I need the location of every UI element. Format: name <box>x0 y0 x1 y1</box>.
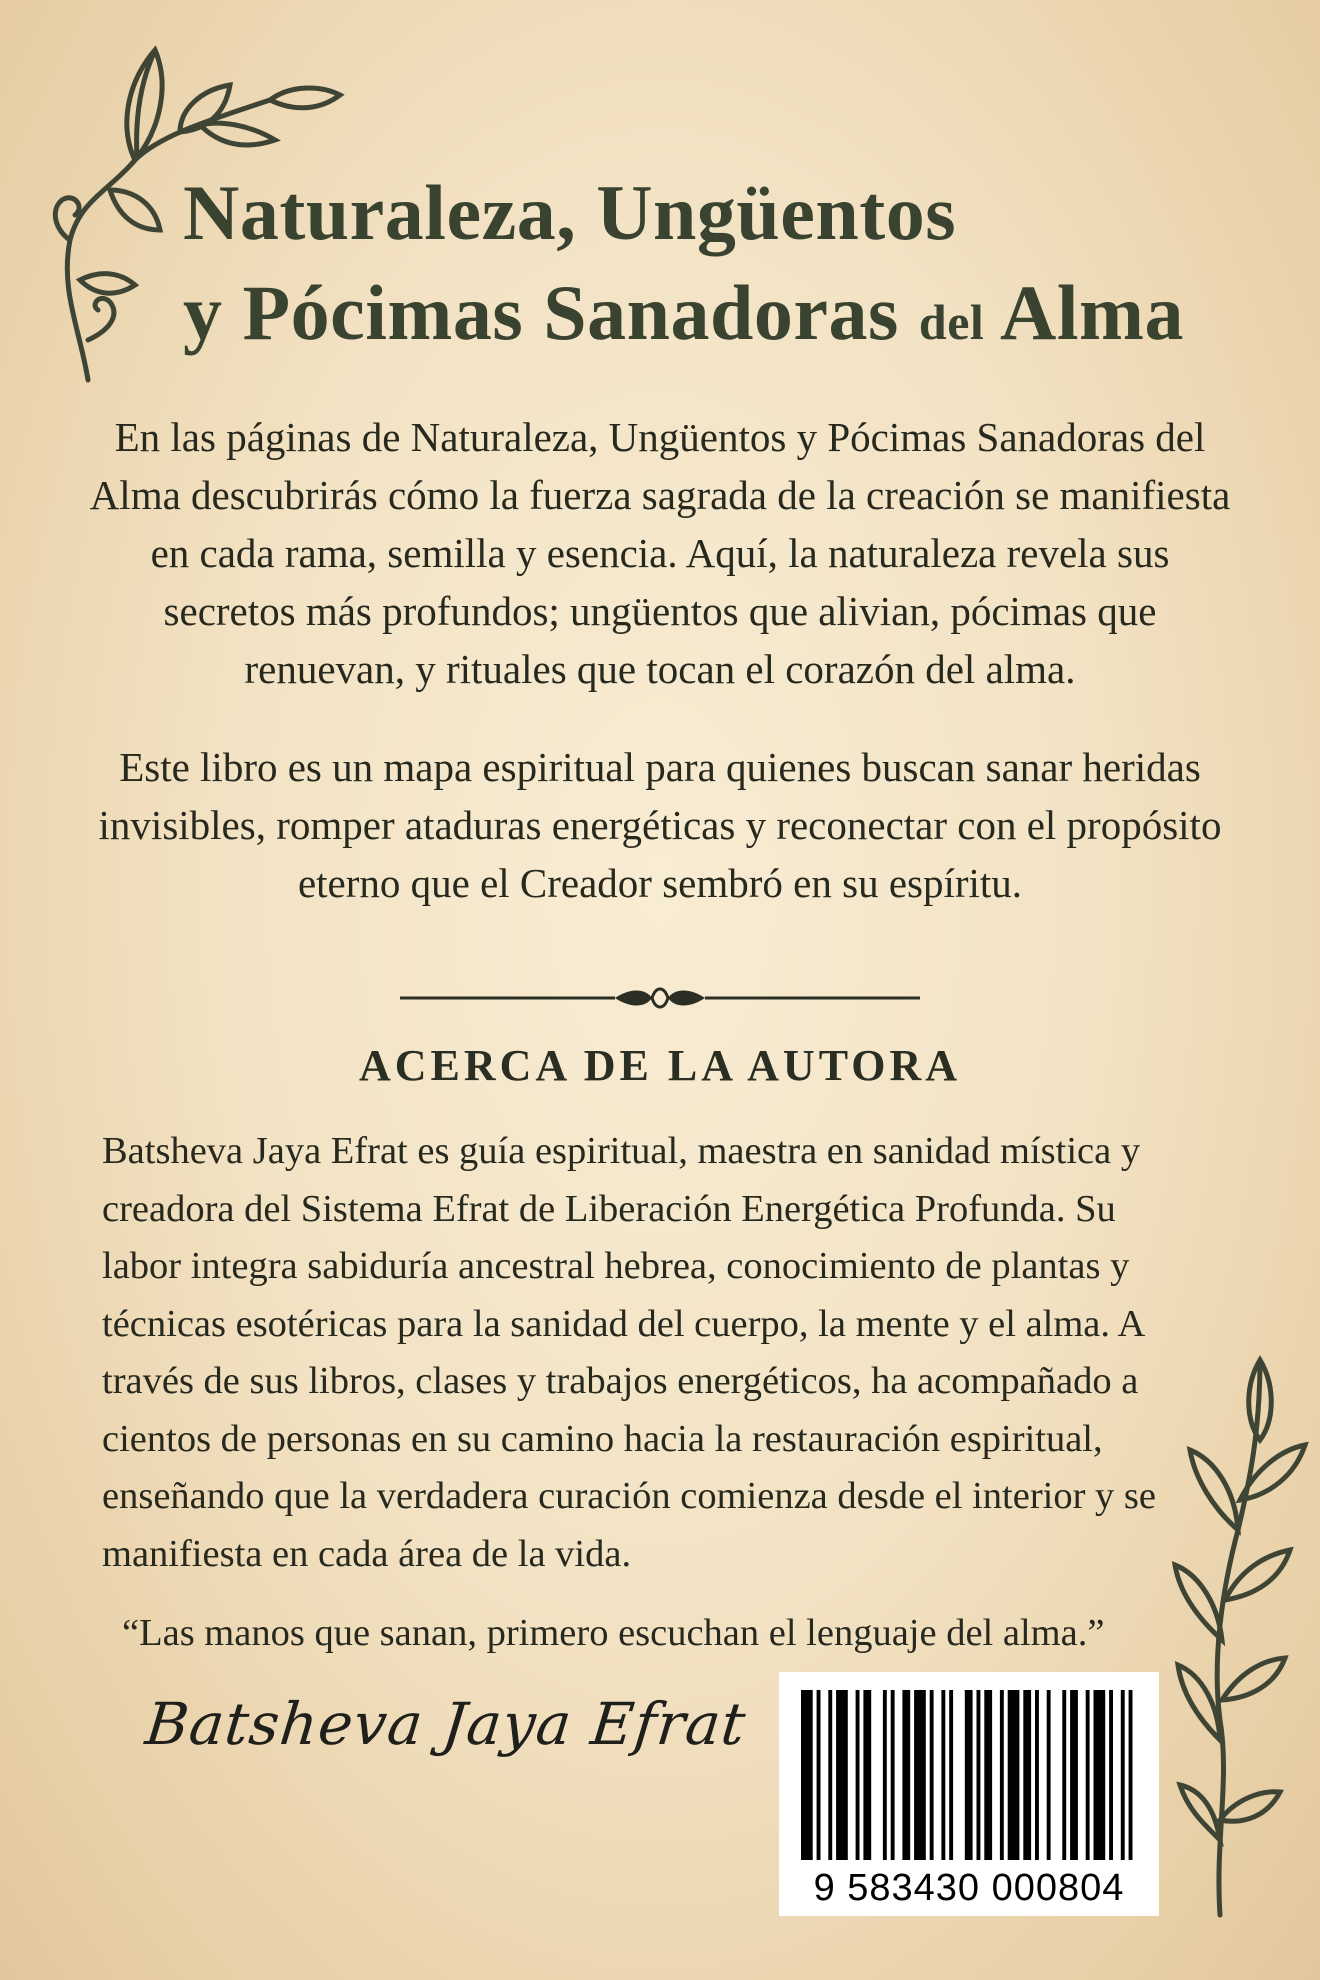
barcode-bar <box>1047 1690 1051 1860</box>
barcode-bar <box>941 1690 945 1860</box>
about-author-heading: ACERCA DE LA AUTORA <box>358 1041 962 1090</box>
barcode-bar <box>883 1690 887 1860</box>
barcode-bar <box>965 1690 973 1860</box>
barcode-bar <box>1035 1690 1039 1860</box>
barcode-bar <box>1129 1690 1133 1860</box>
barcode-bar <box>984 1690 992 1860</box>
barcode-bar <box>863 1690 871 1860</box>
barcode-bar <box>801 1690 813 1860</box>
barcode-bar <box>902 1690 910 1860</box>
about-author-text: Batsheva Jaya Efrat es guía espiritual, maestra en sanidad mística y creadora del Sistema Efrat de Liberación Energética Profunda. Su labor integra sabiduría ancestral hebrea, conocimiento de plantas y técnicas esotéricas para la sanidad del cuerpo, la mente y el alma. A través de sus libros, clases y trabajos energéticos, ha acompañado a cientos de personas en su camino hacia la restauración espiritual, enseñando que la verdadera curación comienza desde el interior y se manifiesta en cada área de la vida. <box>102 1130 1156 1575</box>
title-text-line2: y Pócimas Sanadoras <box>183 269 899 356</box>
barcode-bar <box>977 1690 981 1860</box>
author-quote: “Las manos que sanan, primero escuchan el lenguaje del alma.” <box>122 1612 1105 1654</box>
barcode-bar <box>1008 1690 1020 1860</box>
barcode-bar <box>930 1690 934 1860</box>
barcode-bar <box>817 1690 821 1860</box>
intro-paragraph-1: En las páginas de Naturaleza, Ungüentos y Pócimas Sanadoras del Alma descubrirás cómo la fuerza sagrada de la creación se manifiesta en cada rama, semilla y esencia. Aquí, la naturaleza revela sus secretos más profundos; ungüentos que alivian, pócimas que renuevan, y rituales que tocan el corazón del alma. <box>89 414 1231 692</box>
barcode-number: 9 583430 000804 <box>813 1867 1125 1909</box>
barcode-bar <box>891 1690 895 1860</box>
title-text-line2-end: Alma <box>1000 269 1184 356</box>
barcode-bar <box>828 1690 832 1860</box>
intro-paragraph-2: Este libro es un mapa espiritual para quienes buscan sanar heridas invisibles, romper ataduras energéticas y reconectar con el propósito eterno que el Creador sembró en su espíritu. <box>98 744 1222 906</box>
book-title-line-1 <box>183 168 1313 258</box>
barcode-bar <box>1070 1690 1078 1860</box>
title-small-word: del <box>918 294 985 350</box>
barcode-bar <box>856 1690 860 1860</box>
isbn-barcode <box>779 1672 1159 1916</box>
barcode-bar <box>1121 1690 1125 1860</box>
book-title-line-2 <box>183 268 1313 358</box>
barcode-bar <box>1094 1690 1106 1860</box>
vine-bottom-icon <box>1150 1340 1310 1920</box>
barcode-bar <box>1086 1690 1090 1860</box>
barcode-bar <box>949 1690 953 1860</box>
ornament-divider-icon <box>400 978 920 1018</box>
barcode-bar <box>1062 1690 1066 1860</box>
author-signature: Batsheva Jaya Efrat <box>142 1690 750 1758</box>
barcode-bar <box>1000 1690 1004 1860</box>
title-text-line1: Naturaleza, Ungüentos <box>183 169 957 256</box>
barcode-bar <box>836 1690 848 1860</box>
barcode-bar <box>914 1690 926 1860</box>
barcode-bar <box>1109 1690 1113 1860</box>
barcode-bar <box>1023 1690 1031 1860</box>
